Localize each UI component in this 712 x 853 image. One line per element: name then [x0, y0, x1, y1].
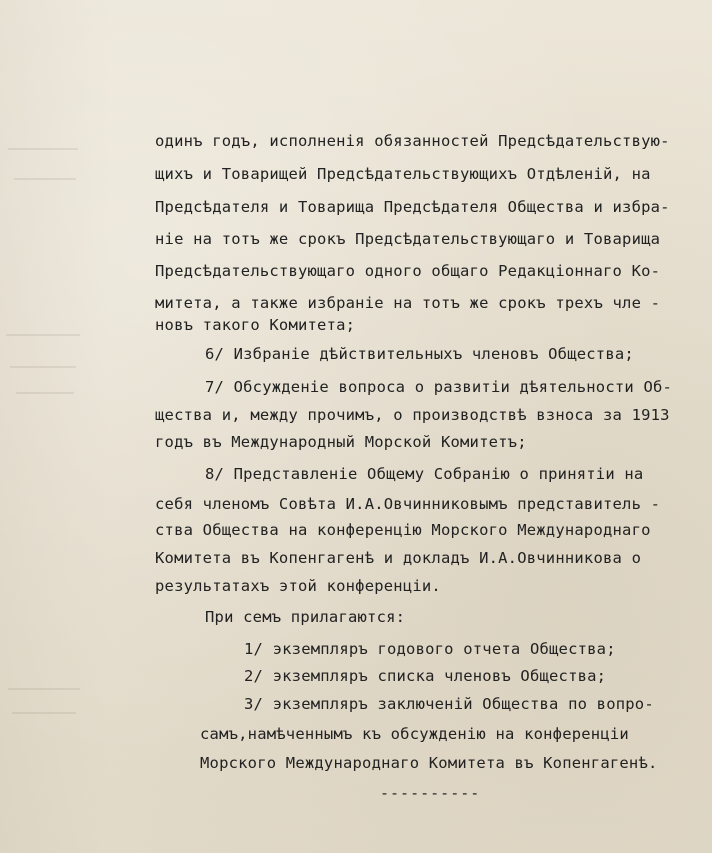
divider-line: ----------: [380, 784, 481, 802]
text-line: ства Общества на конференцію Морского Международнаго: [155, 521, 651, 539]
text-line: При семъ прилагаются:: [205, 608, 406, 626]
text-line: новъ такого Комитета;: [155, 316, 356, 334]
text-line: Предсѣдателя и Товарища Предсѣдателя Общества и избра-: [155, 198, 670, 216]
text-line: 8/ Представленіе Общему Собранію о принятіи на: [205, 465, 644, 483]
text-line: ніе на тотъ же срокъ Предсѣдательствующаго и Товарища: [155, 230, 661, 248]
text-line: Предсѣдательствующаго одного общаго Редакціоннаго Ко-: [155, 262, 661, 280]
text-line: 6/ Избраніе дѣйствительныхъ членовъ Общества;: [205, 345, 634, 363]
text-line: результатахъ этой конференціи.: [155, 577, 441, 595]
text-line: одинъ годъ, исполненія обязанностей Предсѣдательствую-: [155, 132, 670, 150]
text-line: самъ,намѣченнымъ къ обсужденію на конференціи: [200, 725, 629, 743]
text-line: 1/ экземпляръ годового отчета Общества;: [244, 640, 616, 658]
text-line: Комитета въ Копенгагенѣ и докладъ И.А.Овчинникова о: [155, 549, 642, 567]
text-line: себя членомъ Совѣта И.А.Овчинниковымъ представитель -: [155, 495, 661, 513]
text-line: 7/ Обсужденіе вопроса о развитіи дѣятельности Об-: [205, 378, 673, 396]
text-line: годъ въ Международный Морской Комитетъ;: [155, 433, 527, 451]
text-line: 2/ экземпляръ списка членовъ Общества;: [244, 667, 607, 685]
text-line: 3/ экземпляръ заключеній Общества по вопро-: [244, 695, 654, 713]
text-line: митета, а также избраніе на тотъ же срокъ трехъ чле -: [155, 294, 661, 312]
text-line: щихъ и Товарищей Предсѣдательствующихъ Отдѣленій, на: [155, 165, 651, 183]
left-margin-bleed: [0, 0, 110, 853]
text-line: Морского Международнаго Комитета въ Копенгагенѣ.: [200, 754, 658, 772]
text-line: щества и, между прочимъ, о производствѣ взноса за 1913: [155, 406, 670, 424]
